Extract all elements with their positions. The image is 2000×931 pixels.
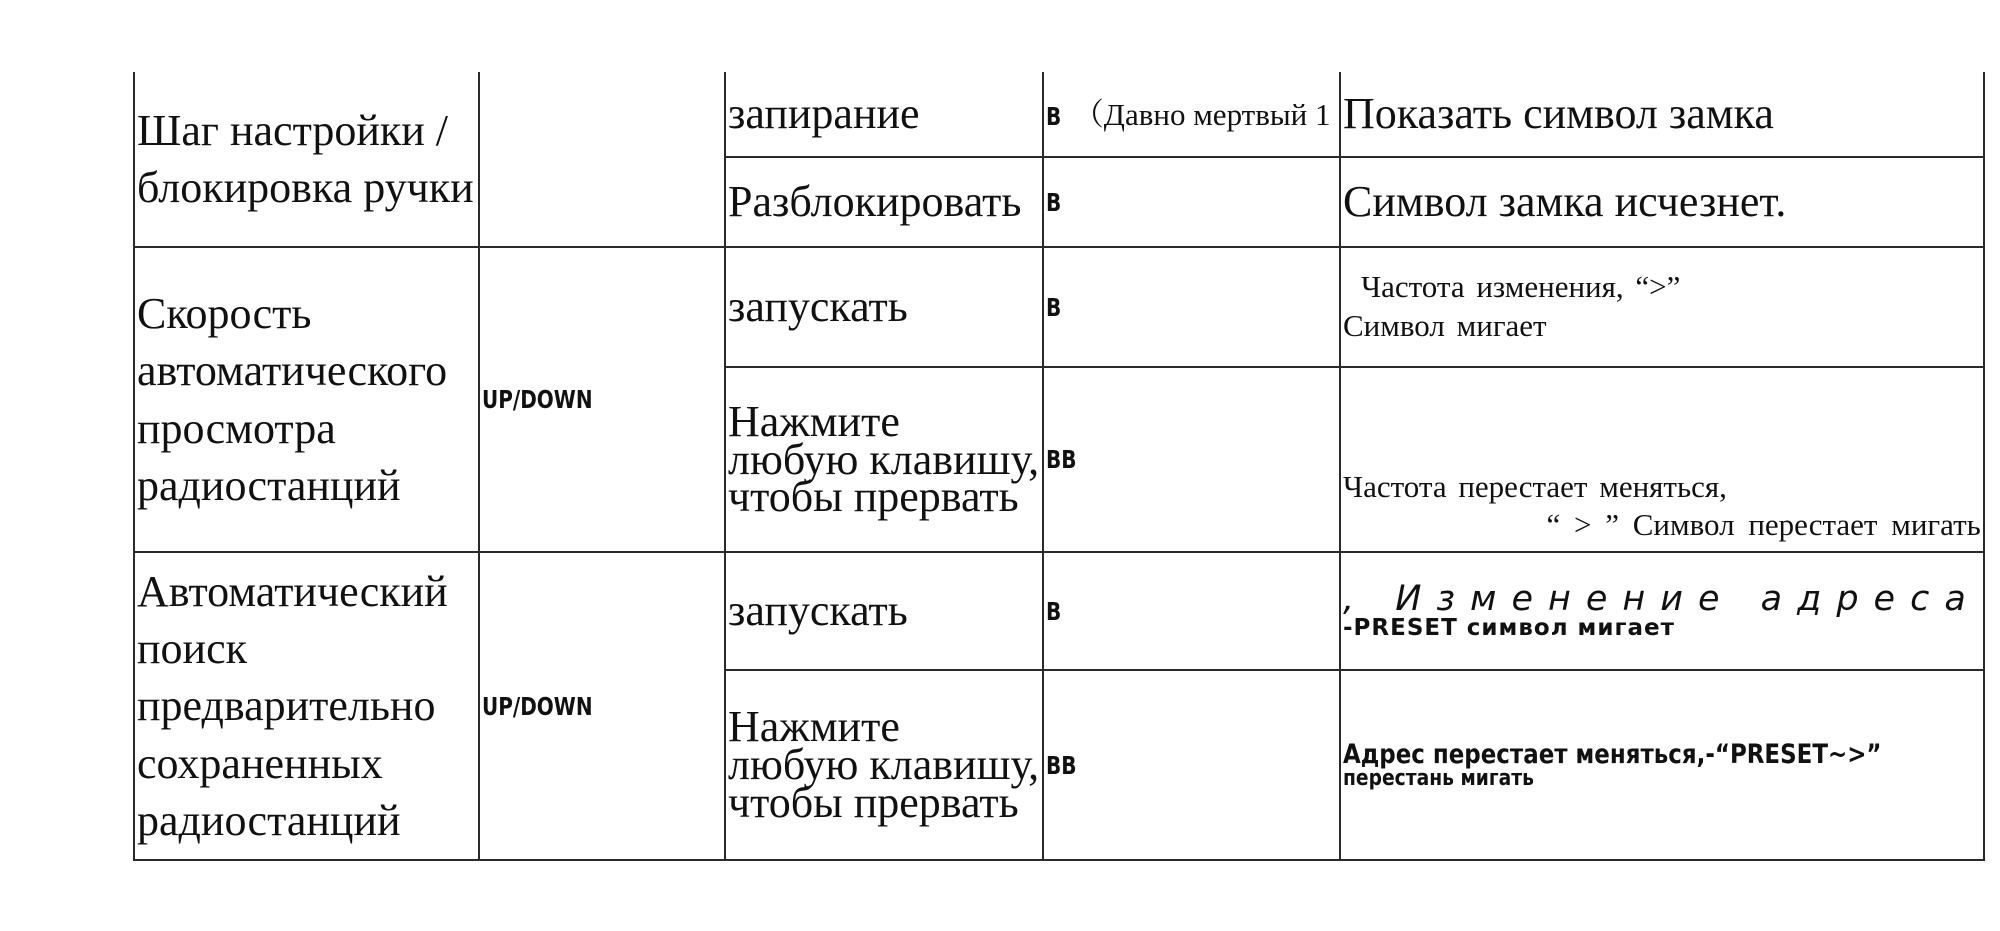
beep-cell: BB	[1043, 367, 1340, 552]
settings-table	[133, 72, 1985, 861]
result-cell	[1340, 247, 1984, 367]
action-cell: Разблокировать	[725, 157, 1043, 247]
table-row	[134, 552, 1984, 670]
result-line-1: Частота изменения, “>”	[1361, 269, 1681, 305]
result-line-1: Адрес перестает меняться,-“PRESET~>”	[1343, 738, 1882, 770]
result-line-1: , Изменение адреса	[1343, 579, 1981, 619]
beep-cell: BB	[1043, 670, 1340, 860]
result-line-2: перестань мигать	[1343, 765, 1534, 791]
action-cell: Нажмите любую клавишу, чтобы прервать	[725, 670, 1043, 860]
action-cell: запирание	[725, 72, 1043, 157]
beep-cell: B	[1043, 247, 1340, 367]
action-cell: запускать	[725, 552, 1043, 670]
setting-cell: Шаг настройки / блокировка ручки	[134, 72, 479, 247]
result-cell	[1340, 670, 1984, 860]
key-cell	[479, 72, 725, 247]
beep-cell: B （Давно мертвый 1	[1043, 72, 1340, 157]
result-line-2: -PRESET символ мигает	[1343, 615, 1675, 641]
setting-cell: Скорость автоматического просмотра радиостанций	[134, 247, 479, 552]
result-line-2: Символ мигает	[1343, 308, 1547, 343]
key-cell: UP/DOWN	[479, 552, 725, 860]
result-cell: Символ замка исчезнет.	[1340, 157, 1984, 247]
beep-note: （Давно мертвый 1	[1072, 96, 1331, 132]
result-cell	[1340, 552, 1984, 670]
action-cell: Нажмите любую клавишу, чтобы прервать	[725, 367, 1043, 552]
result-line-1: Частота перестает меняться,	[1343, 468, 1727, 504]
table-row	[134, 247, 1984, 367]
result-line-2: “ > ” Символ перестает мигать	[1546, 507, 1981, 543]
table-row	[134, 72, 1984, 157]
key-cell: UP/DOWN	[479, 247, 725, 552]
result-cell	[1340, 367, 1984, 552]
result-cell: Показать символ замка	[1340, 72, 1984, 157]
beep-cell: B	[1043, 157, 1340, 247]
setting-cell: Автоматический поиск предварительно сохраненных радиостанций	[134, 552, 479, 860]
beep-cell: B	[1043, 552, 1340, 670]
action-cell: запускать	[725, 247, 1043, 367]
